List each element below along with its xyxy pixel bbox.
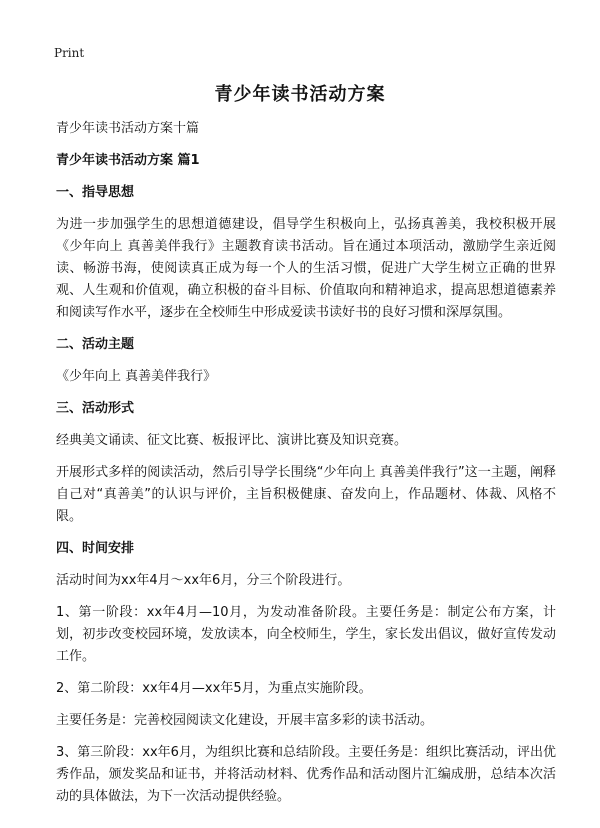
section-heading-guiding-ideology: 一、指导思想 — [56, 185, 135, 200]
paragraph-schedule-stage-2-task: 主要任务是：完善校园阅读文化建设，开展丰富多彩的读书活动。 — [56, 713, 434, 728]
paragraph-schedule-stage-3: 3、第三阶段：xx年6月，为组织比赛和总结阶段。主要任务是：组织比赛活动，评出优秀作品，颁发奖品和证书，并将活动材料、优秀作品和活动图片汇编成册，总结本次活动的具体做法，为下一次活动提供经验。 — [56, 745, 556, 804]
print-link[interactable]: Print — [54, 46, 85, 60]
paragraph-guiding-ideology: 为进一步加强学生的思想道德建设，倡导学生积极向上，弘扬真善美，我校积极开展《少年向上 真善美伴我行》主题教育读书活动。旨在通过本项活动，激励学生亲近阅读、畅游书海，使阅读真正成为每一个人的生活习惯，促进广大学生树立正确的世界观、人生观和价值观，确立积极的奋斗目标、价值取向和精神追求，提高思想道德素养和阅读写作水平，逐步在全校师生中形成爱读书读好书的良好习惯和深厚氛围。 — [56, 217, 556, 320]
article-heading: 青少年读书活动方案 篇1 — [56, 153, 200, 168]
document-subtitle: 青少年读书活动方案十篇 — [56, 121, 200, 136]
section-heading-schedule: 四、时间安排 — [56, 541, 135, 556]
paragraph-schedule-stage-1: 1、第一阶段：xx年4月—10月，为发动准备阶段。主要任务是：制定公布方案，计划，初步改变校园环境，发放读本，向全校师生，学生，家长发出倡议，做好宣传发动工作。 — [56, 605, 556, 664]
page-title: 青少年读书活动方案 — [214, 84, 386, 105]
paragraph-activity-theme: 《少年向上 真善美伴我行》 — [56, 369, 217, 384]
paragraph-schedule-stage-2: 2、第二阶段：xx年4月—xx年5月，为重点实施阶段。 — [56, 681, 372, 696]
document-body — [56, 118, 556, 818]
section-heading-activity-format: 三、活动形式 — [56, 401, 135, 416]
paragraph-schedule-overview: 活动时间为xx年4月～xx年6月，分三个阶段进行。 — [56, 573, 351, 588]
paragraph-activity-format-detail: 开展形式多样的阅读活动，然后引导学长围绕“少年向上 真善美伴我行”这一主题，阐释自己对“真善美”的认识与评价，主旨积极健康、奋发向上，作品题材、体裁、风格不限。 — [56, 465, 556, 524]
section-heading-activity-theme: 二、活动主题 — [56, 337, 135, 352]
paragraph-activity-format-list: 经典美文诵读、征文比赛、板报评比、演讲比赛及知识竞赛。 — [56, 433, 408, 448]
